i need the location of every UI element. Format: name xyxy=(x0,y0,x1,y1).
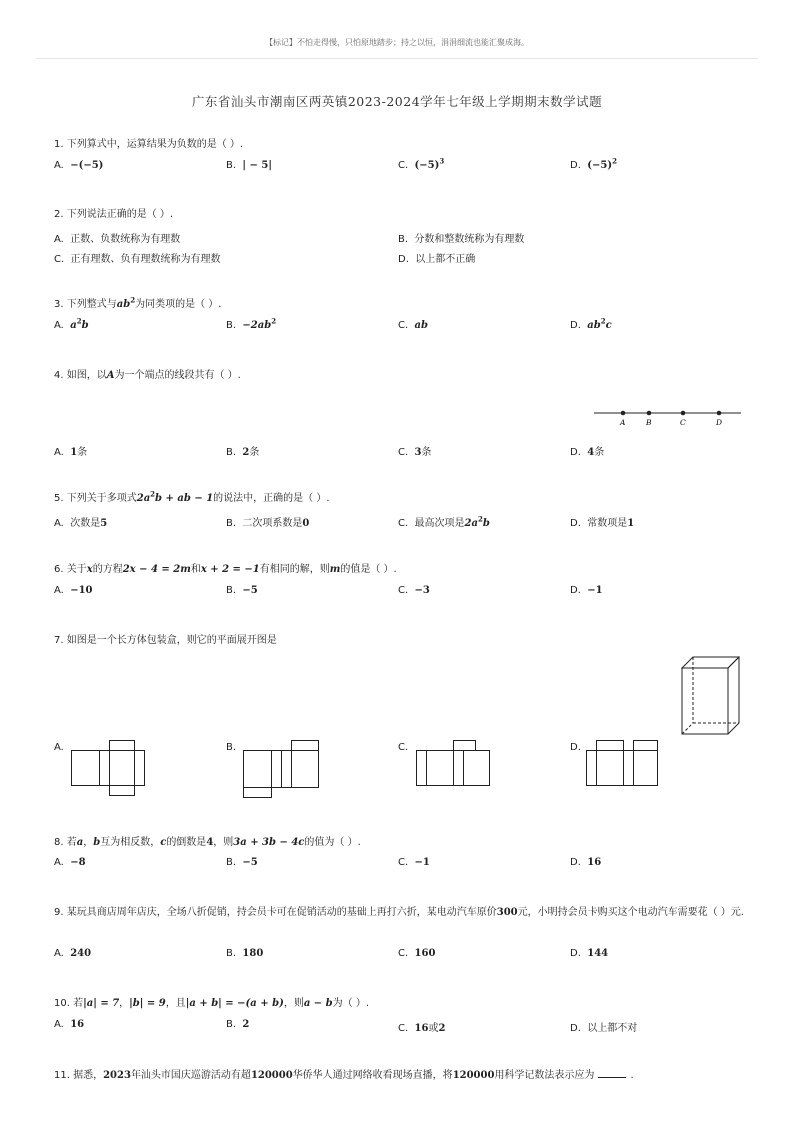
q4-option-d[interactable]: D. 4条 xyxy=(570,447,605,458)
question-11-stem: 11. 据悉，2023年汕头市国庆巡游活动有超120000华侨华人通过网络收看现场直播，将120000用科学记数法表示应为 . xyxy=(54,1070,634,1081)
header-note: 【标记】不怕走得慢，只怕原地踏步；持之以恒，涓涓细流也能汇聚成海。 xyxy=(265,38,529,47)
q5-option-b[interactable]: B. 二次项系数是0 xyxy=(226,518,310,529)
point-a-label: A xyxy=(620,418,626,427)
q1-option-a[interactable]: A. −(−5) xyxy=(54,160,104,171)
point-b-label: B xyxy=(646,418,652,427)
q5-option-c[interactable]: C. 最高次项是$2a^2b$ xyxy=(398,514,490,529)
q7-option-b[interactable]: B. xyxy=(226,742,237,753)
q2-option-a[interactable]: A. 正数、负数统称为有理数 xyxy=(54,234,181,245)
q7-option-c[interactable]: C. xyxy=(398,742,409,753)
line-segment-figure xyxy=(594,405,744,430)
page-title: 广东省汕头市潮南区两英镇2023-2024学年七年级上学期期末数学试题 xyxy=(191,94,603,109)
q4-option-c[interactable]: C. 3条 xyxy=(398,447,432,458)
q9-option-c[interactable]: C. 160 xyxy=(398,948,436,959)
net-figure-b xyxy=(243,740,321,800)
q8-option-c[interactable]: C. −1 xyxy=(398,857,430,868)
question-4-stem: 4. 如图，以A为一个端点的线段共有（ ）. xyxy=(54,370,241,381)
q3-option-c[interactable]: C. ab xyxy=(398,320,429,331)
question-1-stem: 1. 下列算式中，运算结果为负数的是（ ）. xyxy=(54,139,244,150)
net-figure-a xyxy=(71,740,149,798)
q10-option-b[interactable]: B. 2 xyxy=(226,1019,250,1030)
question-2-stem: 2. 下列说法正确的是（ ）. xyxy=(54,209,174,220)
q2-option-c[interactable]: C. 正有理数、负有理数统称为有理数 xyxy=(54,254,221,265)
q7-option-a[interactable]: A. xyxy=(54,742,64,753)
q6-option-b[interactable]: B. −5 xyxy=(226,585,258,596)
q5-option-d[interactable]: D. 常数项是1 xyxy=(570,518,635,529)
question-9-stem: 9. 某玩具商店周年店庆，全场八折促销，持会员卡可在促销活动的基础上再打六折，某电动汽车原价300元，小明持会员卡购买这个电动汽车需要花（ ）元. xyxy=(54,907,744,918)
question-6-stem: 6. 关于x的方程2x − 4 = 2m和x + 2 = −1有相同的解，则m的值是（ ）. xyxy=(54,564,397,575)
question-3-stem: 3. 下列整式与$ab^2$为同类项的是（ ）. xyxy=(54,295,222,310)
q1-option-c[interactable]: C. $(-5)^3$ xyxy=(398,156,445,171)
q2-option-b[interactable]: B. 分数和整数统称为有理数 xyxy=(398,234,525,245)
q3-option-d[interactable]: D. $ab^2c$ xyxy=(570,316,612,331)
q7-option-d[interactable]: D. xyxy=(570,742,581,753)
q5-option-a[interactable]: A. 次数是5 xyxy=(54,518,108,529)
q10-option-c[interactable]: C. 16或2 xyxy=(398,1023,446,1034)
net-figure-c xyxy=(416,740,494,788)
answer-blank[interactable] xyxy=(598,1077,626,1078)
q10-option-a[interactable]: A. 16 xyxy=(54,1019,85,1030)
question-7-stem: 7. 如图是一个长方体包装盒，则它的平面展开图是 xyxy=(54,635,277,646)
q6-option-d[interactable]: D. −1 xyxy=(570,585,603,596)
q6-option-a[interactable]: A. −10 xyxy=(54,585,93,596)
q2-option-d[interactable]: D. 以上都不正确 xyxy=(398,254,476,265)
q6-option-c[interactable]: C. −3 xyxy=(398,585,430,596)
q4-option-a[interactable]: A. 1条 xyxy=(54,447,88,458)
question-8-stem: 8. 若a，b互为相反数，c的倒数是4，则3a + 3b − 4c的值为（ ）. xyxy=(54,837,361,848)
q8-option-d[interactable]: D. 16 xyxy=(570,857,602,868)
q4-option-b[interactable]: B. 2条 xyxy=(226,447,260,458)
header-divider xyxy=(36,58,758,59)
q1-option-b[interactable]: B. | − 5| xyxy=(226,160,272,171)
q1-option-d[interactable]: D. $(-5)^2$ xyxy=(570,156,617,171)
question-5-stem: 5. 下列关于多项式$2a^2b$ + ab − 1的说法中，正确的是（ ）. xyxy=(54,489,330,504)
q9-option-b[interactable]: B. 180 xyxy=(226,948,264,959)
point-d-label: D xyxy=(716,418,723,427)
q10-option-d[interactable]: D. 以上都不对 xyxy=(570,1023,638,1034)
question-10-stem: 10. 若|a| = 7，|b| = 9，且|a + b| = −(a + b)，则a − b为（ ）. xyxy=(54,998,370,1009)
q9-option-d[interactable]: D. 144 xyxy=(570,948,609,959)
net-figure-d xyxy=(586,740,664,788)
cuboid-box-figure xyxy=(680,655,742,737)
q8-option-a[interactable]: A. −8 xyxy=(54,857,86,868)
q3-option-a[interactable]: A. $a^2b$ xyxy=(54,316,89,331)
q9-option-a[interactable]: A. 240 xyxy=(54,948,92,959)
q8-option-b[interactable]: B. −5 xyxy=(226,857,258,868)
point-c-label: C xyxy=(680,418,686,427)
q3-option-b[interactable]: B. $-2ab^2$ xyxy=(226,316,277,331)
